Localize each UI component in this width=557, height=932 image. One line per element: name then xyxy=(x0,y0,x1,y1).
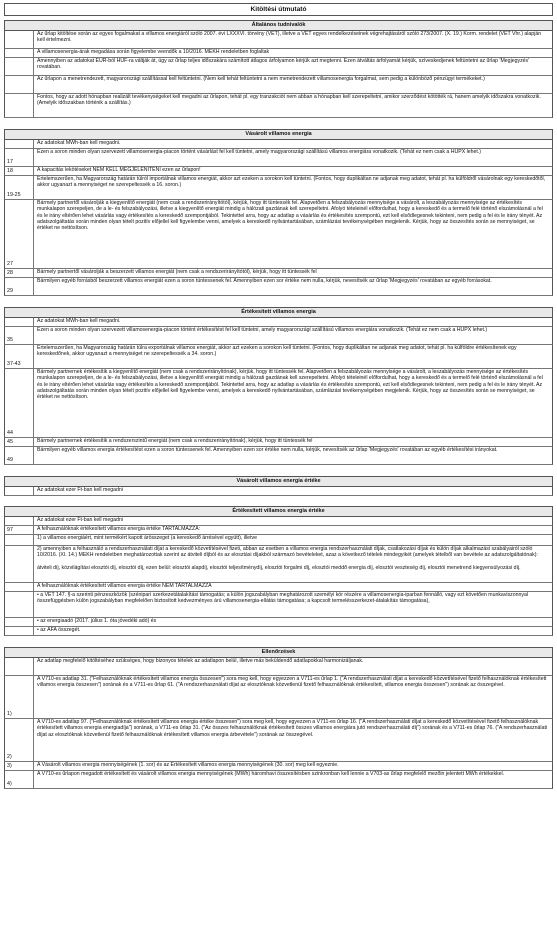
section-gap xyxy=(4,296,553,307)
instruction-row xyxy=(4,771,553,789)
instruction-row xyxy=(4,447,553,465)
section-gap xyxy=(4,636,553,647)
section-gap xyxy=(4,465,553,476)
row-paragraph: Bármilyen egyéb villamos energia értékesítést ezen a soron tüntessenek fel. Amennyiben ezen sor értéke nem nulla, kérjük, nevesítsék az űrlap 'Megjegyzés' rovatában az egyéb értékesítési irányokat. xyxy=(37,447,498,453)
row-number xyxy=(5,627,34,635)
row-text xyxy=(34,676,552,718)
row-number: 3) xyxy=(5,762,34,770)
row-text xyxy=(34,31,552,48)
section-title: Általános tudnivalók xyxy=(4,20,553,31)
instruction-row xyxy=(4,269,553,278)
row-paragraph: • a VET 147. §-a szerinti pénzeszközök (szénipari szerkezetátalakítási támogatás; a külön jogszabályban meghatározott személyi kör részére a villamosenergia-iparban fennálló, vagy ezt követően munkaviszonnyal összefüggésben külön jogszabályban megfelelően biztosított kedvezményes árú villamosenergia-ellátás támogatása; a kapcsolt termelésszerkezet-átalakítás támogatása), xyxy=(37,592,529,605)
row-paragraph: Bármely partnertől vásárolják a kiegyenlítő energiát (nem csak a rendszerirányítótól), kérjük, hogy itt tüntessék fel. Alapvetően a felszabályozás mennyisége a vásárolt, a leszabályozás mennyisége az értékesítés munkalapon szerepeljen, de a le- és felszabályozási, illetve a kiegyenlítő energiát mindig a hálózati gazdának kell szerepeltetni. Afolyó tételeinél előfordulhat, hogy a kereskedő és a termelő felé történő elszámolásnál a fel és le irány eltérően lehet vásárlás vagy értékesítés a kereskedő szempontjából. Tekintettel arra, hogy az adatlap a vásárlás és értékesítés szempontú, ezt kell elsődlegesnek tekinteni, nem pedig a fel és le irány tényét. Az adatszolgáltatás során minden olyan tételt pozitív előjellel kell figyelembe venni, amelyek a kereskedő nyilvántartásában, számlázási tevékenységében megjelenik. Kérjük, hogy az összesítés során se mennyiséget, se értéket ne nettósítson. xyxy=(37,200,543,232)
row-paragraph: 1) a villamos energiáért, mint termékért kapott árösszeget (a kereskedő árrésével együtt), illetve xyxy=(37,535,257,541)
section-gap xyxy=(4,118,553,129)
row-paragraph: átviteli díj, közvilágítási elosztói díj, elosztói díj, ezen belül: elosztói alapdíj, elosztói teljesítménydíj, elosztói forgalmi díj, elosztói meddő energia díj, elosztói veszteség díj, elosztói menetrend kiegyensúlyozási díj. xyxy=(37,564,521,571)
row-number xyxy=(5,535,34,545)
instruction-row xyxy=(4,318,553,327)
row-number xyxy=(5,592,34,617)
row-paragraph: Értelemszerűen, ha Magyarország határán túlról importálnak villamos energiát, akkor azt ezeken a sorokon kell tüntetni. (Fontos, hogy duplikáltan ne adjanak meg adatot, tehát pl. ha külföldről vásárolnak egy kereskedőtől, akkor ugyanazt a mennyiséget ne szerepeltessék a 16. soron.) xyxy=(37,176,546,189)
row-number: 35 xyxy=(5,327,34,344)
instruction-row xyxy=(4,546,553,583)
row-paragraph: A felhasználóknak értékesített villamos energia értéke NEM TARTALMAZZA xyxy=(37,583,212,589)
row-text xyxy=(34,658,552,675)
row-number: 4) xyxy=(5,771,34,788)
row-text xyxy=(34,627,552,635)
row-number xyxy=(5,94,34,117)
row-text xyxy=(34,546,552,582)
instruction-row xyxy=(4,176,553,200)
row-number: 29 xyxy=(5,278,34,295)
row-paragraph: A kapacitás lekötéseket NEM KELL MEGJELENÍTENI ezen az űrlapon! xyxy=(37,167,201,173)
row-paragraph: A V710-es űrlapon megadott értékesített és vásárolt villamos energia mennyiségének (MWh) háromhavi összesítésben szinkronban kell lennie a V703-as űrlap megfelelő mezőin jelentett MWh értékekkel. xyxy=(37,771,505,777)
instruction-row xyxy=(4,487,553,496)
row-paragraph: Bármely partnernek értékesítik a rendszerszintű energiát (nem csak a rendszerirányítónak), kérjük, hogy itt tüntessék fel xyxy=(37,438,313,444)
row-paragraph: 2) amennyiben a felhasználó a rendszerhasználati díjat a kereskedő közvetítésével fizeti, abban az esetben a villamos energia rendszerhasználati díjak, csatlakozási díjak és külön díjak alkalmazási szabályairól szóló 10/2016. (XI. 14.) MEKH rendeletben meghatározottak szerint az átviteli díjból és az elosztási díjakból származó bevételeket, azaz a következő tételek mindegyikét (amelyek tételből van bevétele az adatszolgáltatónak): xyxy=(37,546,538,559)
row-number xyxy=(5,58,34,75)
row-paragraph: • az energiaadó (2017. július 1. óta jövedéki adó) és xyxy=(37,618,157,624)
row-paragraph: A V710-es adatlap 31. ("Felhasználóknak értékesített villamos energia összesen") sora meg kell, hogy egyezzen a V711-es űrlap 1. ("A rendszerhasználati díjat a kereskedő közvetítésével fizető felhasználóknak értékesített villamos energia összesen") sorának és a V711-es űrlap 61. ("A rendszerhasználati díjat az elosztóknak közvetlenül fizető felhasználóknak értékesített, villamos energia összesen") sorának az összegével. xyxy=(37,676,547,689)
instruction-row xyxy=(4,345,553,369)
row-paragraph: Bármely partnertől vásárolják a beszerzett villamos energiát (nem csak a rendszerirányítótól), kérjük, hogy itt tüntessék fel xyxy=(37,269,317,275)
row-number xyxy=(5,49,34,57)
row-text xyxy=(34,94,552,117)
section-title: Értékesített villamos energia értéke xyxy=(4,506,553,517)
row-number: 44 xyxy=(5,369,34,437)
instruction-row xyxy=(4,149,553,167)
row-text xyxy=(34,49,552,57)
row-paragraph: Ezen a soron minden olyan szervezett villamosenergia-piacon történt értékesítést fel kell tüntetni, amely magyarországi szállítású villamos energiára vonatkozik. (Tehát ez nem csak a HUPX lehet.) xyxy=(37,327,488,333)
sections-container xyxy=(4,16,553,789)
instruction-row xyxy=(4,535,553,546)
row-number xyxy=(5,318,34,326)
row-text xyxy=(34,318,552,326)
row-paragraph: Az adatokat MWh-ban kell megadni. xyxy=(37,140,121,146)
instruction-row xyxy=(4,327,553,345)
row-paragraph: Az űrlapon a menetrendezett, magyarországi szállítással kell feltüntetni. (Nem kell tehát feltüntetni a nem menetrendezett villamosenergia forgalmat, sem pedig a különböző pénzügyi termékeket.) xyxy=(37,76,485,82)
row-text xyxy=(34,76,552,93)
row-paragraph: A Vásárolt villamos energia mennyiségének (1. sor) és az Értékesített villamos energia mennyiségének (30. sor) meg kell egyeznie. xyxy=(37,762,339,768)
instruction-row xyxy=(4,676,553,719)
instruction-row xyxy=(4,592,553,618)
row-number xyxy=(5,517,34,525)
row-text xyxy=(34,438,552,446)
row-number: 2) xyxy=(5,719,34,761)
row-text xyxy=(34,719,552,761)
instruction-row xyxy=(4,58,553,76)
section-title: Értékesített villamos energia xyxy=(4,307,553,318)
row-number xyxy=(5,618,34,626)
section-gap xyxy=(4,496,553,506)
instruction-row xyxy=(4,278,553,296)
instruction-row xyxy=(4,140,553,149)
row-number xyxy=(5,658,34,675)
row-number: 45 xyxy=(5,438,34,446)
row-number: 19-25 xyxy=(5,176,34,199)
row-paragraph: Értelemszerűen, ha Magyarország határán túlra exportálnak villamos energiát, akkor azt ezeken a sorokon kell tüntetni. (Fontos, hogy duplikáltan ne adjanak meg adatot, tehát pl. ha külföldre értékesítenek egy kereskedőnek, akkor ugyanazt a mennyiséget ne szerepeltessék a 34. soron.) xyxy=(37,345,517,358)
row-text xyxy=(34,771,552,788)
row-paragraph: A V710-es adatlap 97. ("Felhasználóknak értékesített villamos energia értéke összesen") sora meg kell, hogy egyezzen a V711-es űrlap 16. ("A rendszerhasználati díjat a kereskedő közvetítésével fizető felhasználóknak értékesített villamos energia energiadíja") sorának, a V711-es űrlap 31. ("Az összes felhasználóknak értékesített összes villamos energiára jutó rendszerhasználati díj") sorának és a V711-es űrlap 76. ("A rendszerhasználati díjat az elosztóknak közvetlenül fizető felhasználóknak értékesített villamos energia árbevétele") sorának az összegével. xyxy=(37,719,548,738)
row-text xyxy=(34,176,552,199)
row-number: 17 xyxy=(5,149,34,166)
row-text xyxy=(34,517,552,525)
instruction-row xyxy=(4,719,553,762)
instruction-row xyxy=(4,762,553,771)
instruction-row xyxy=(4,94,553,118)
row-number: 28 xyxy=(5,269,34,277)
page-title: Kitöltési útmutató xyxy=(4,3,553,16)
section-title: Vásárolt villamos energia értéke xyxy=(4,476,553,487)
row-text xyxy=(34,526,552,534)
instruction-row xyxy=(4,369,553,438)
row-number xyxy=(5,583,34,591)
row-paragraph: Bármilyen egyéb forrásból beszerzett villamos energiát ezen a soron tüntessenek fel. Amennyiben ezen sor értéke nem nulla, kérjük, nevesítsék az űrlap 'Megjegyzés' rovatában az egyéb forrásokat. xyxy=(37,278,492,284)
instruction-row xyxy=(4,438,553,447)
instruction-row xyxy=(4,49,553,58)
row-paragraph: Ezen a soron minden olyan szervezett villamosenergia-piacon történt vásárlást fel kell tüntetni, amely magyarországi szállítású villamos energiára vonatkozik. (Tehát ez nem csak a HUPX lehet.) xyxy=(37,149,482,155)
row-text xyxy=(34,583,552,591)
instruction-row xyxy=(4,31,553,49)
row-text xyxy=(34,140,552,148)
row-paragraph: Az adatokat ezer Ft-ban kell megadni xyxy=(37,517,123,523)
row-text xyxy=(34,535,552,545)
section xyxy=(4,20,553,118)
row-number: 18 xyxy=(5,167,34,175)
row-text xyxy=(34,345,552,368)
row-paragraph: Az adatlap megfelelő kitöltéséhez szükséges, hogy bizonyos tételek az adatlapon belül, illetve más beküldendő adatlapokkal harmonizáljanak. xyxy=(37,658,364,664)
instruction-row xyxy=(4,526,553,535)
section xyxy=(4,307,553,465)
row-text xyxy=(34,327,552,344)
row-text xyxy=(34,762,552,770)
section xyxy=(4,647,553,789)
row-number xyxy=(5,140,34,148)
row-text xyxy=(34,269,552,277)
row-text xyxy=(34,58,552,75)
row-text xyxy=(34,618,552,626)
row-number xyxy=(5,76,34,93)
row-paragraph: A villamosenergia-árak megadása során figyelembe veendők a 10/2016. MEKH rendeletben foglaltak xyxy=(37,49,270,55)
section xyxy=(4,506,553,636)
row-text xyxy=(34,487,552,495)
section-title: Vásárolt villamos energia xyxy=(4,129,553,140)
row-number xyxy=(5,487,34,495)
instruction-row xyxy=(4,658,553,676)
instruction-row xyxy=(4,583,553,592)
row-number xyxy=(5,31,34,48)
instructions-page xyxy=(4,3,553,789)
row-number: 27 xyxy=(5,200,34,268)
row-paragraph: A felhasználóknak értékesített villamos energia értéke TARTALMAZZA: xyxy=(37,526,201,532)
instruction-row xyxy=(4,76,553,94)
row-paragraph: Fontos, hogy az adott hónapban realizált tevékenységeket kell megadni az űrlapon, tehát pl. egy tranzakciót nem abban a hónapban kell szerepeltetni, amikor szerződést kötötték rá, hanem amelyik időszakra vonatkozik. (Amelyik időszakban történik a szállítás.) xyxy=(37,94,541,107)
section xyxy=(4,476,553,496)
row-paragraph: Az űrlap kitöltése során az egyes fogalmakat a villamos energiáról szóló 2007. évi LXXXVI. törvény (VET), illetve a VET egyes rendelkezéseinek végrehajtásáról szóló 273/2007. (X. 19.) Korm. rendelet (VET Vhr.) alapján kell értelmezni. xyxy=(37,31,542,44)
row-text xyxy=(34,592,552,617)
row-paragraph: Bármely partnernek értékesítik a kiegyenlítő energiát (nem csak a rendszerirányítónak), kérjük, hogy itt tüntessék fel. Alapvetően a felszabályozás mennyisége a vásárolt, a leszabályozás mennyisége az értékesítés munkalapon szerepeljen, de a le- és felszabályozási, illetve a kiegyenlítő energiát mindig a hálózati gazdának kell szerepeltetni. Afolyó tételeinél előfordulhat, hogy a kereskedő és a termelő felé történő elszámolásnál a fel és le irány eltérően lehet vásárlás vagy értékesítés a kereskedő szempontjából. Tekintettel arra, hogy az adatlap a vásárlás és értékesítés szempontú, ezt kell elsődlegesnek tekinteni, nem pedig a fel és le irány tényét. Az adatszolgáltatás során minden olyan tételt pozitív előjellel kell figyelembe venni, amelyek a kereskedő nyilvántartásában, számlázási tevékenységében megjelenik. Kérjük, hogy az összesítés során se mennyiséget, se értéket ne nettósítson. xyxy=(37,369,543,401)
row-number: 49 xyxy=(5,447,34,464)
row-number: 37-43 xyxy=(5,345,34,368)
section xyxy=(4,129,553,296)
row-paragraph: • az ÁFA összegét. xyxy=(37,627,81,633)
section-title: Ellenőrzések xyxy=(4,647,553,658)
row-text xyxy=(34,200,552,268)
instruction-row xyxy=(4,517,553,526)
row-text xyxy=(34,278,552,295)
instruction-row xyxy=(4,200,553,269)
row-paragraph: Az adatokat ezer Ft-ban kell megadni xyxy=(37,487,123,493)
row-paragraph: Az adatokat MWh-ban kell megadni. xyxy=(37,318,121,324)
row-number xyxy=(5,546,34,582)
row-text xyxy=(34,149,552,166)
instruction-row xyxy=(4,618,553,627)
row-text xyxy=(34,167,552,175)
row-text xyxy=(34,369,552,437)
instruction-row xyxy=(4,167,553,176)
row-number: 1) xyxy=(5,676,34,718)
row-paragraph: Amennyiben az adatokat EUR-ból HUF-ra váltják át, úgy az űrlap teljes időszakára számított átlagos árfolyamon kérjük azt megtenni. Ezen átváltás árfolyamát kérjük, szíveskedjenek feltüntetni az űrlap 'Megjegyzés' rovatában. xyxy=(37,58,530,71)
instruction-row xyxy=(4,627,553,636)
row-number: 97 xyxy=(5,526,34,534)
row-text xyxy=(34,447,552,464)
